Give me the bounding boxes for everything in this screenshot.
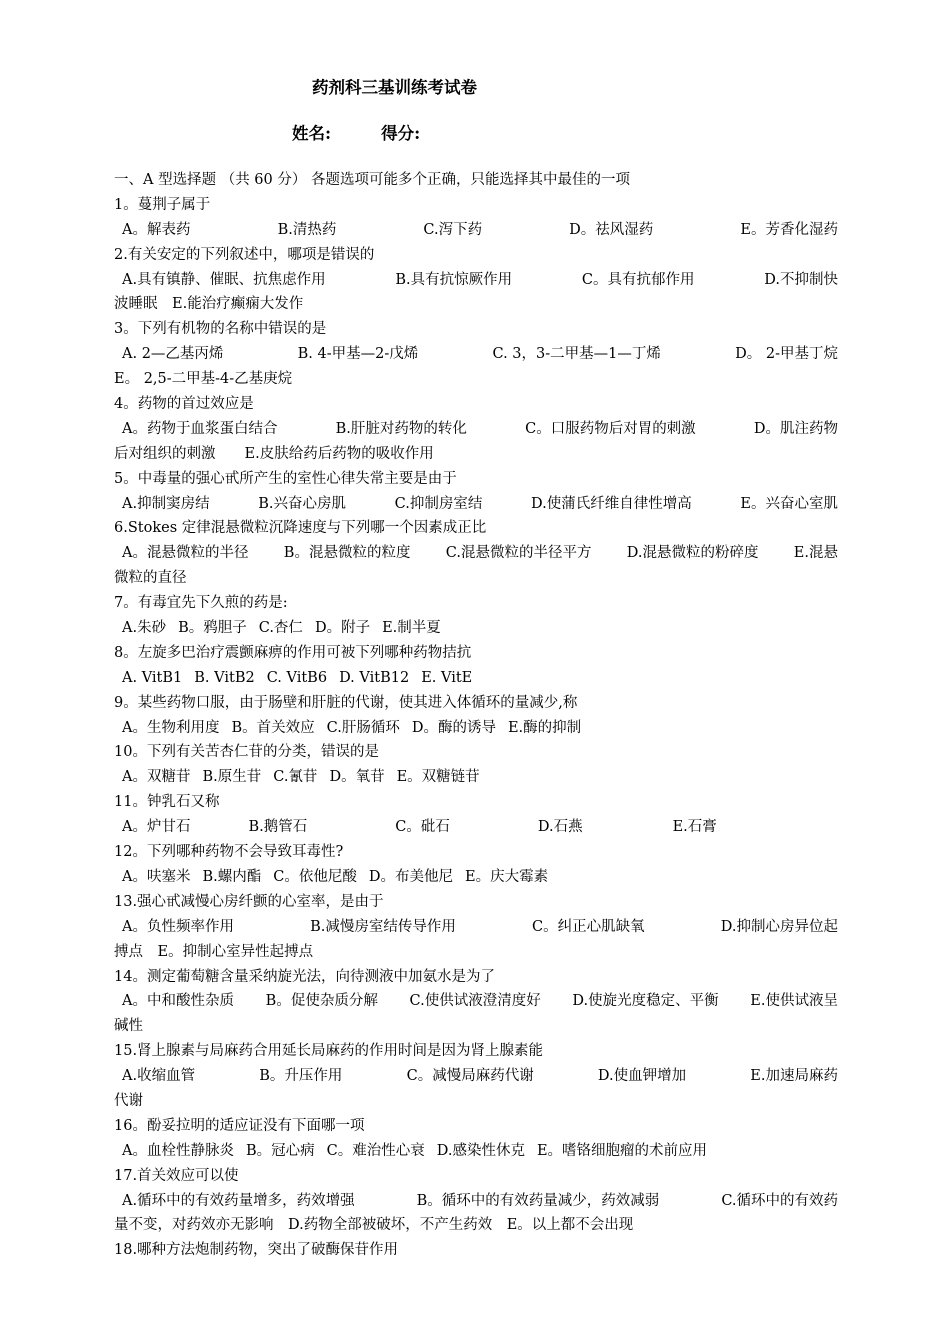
answer-option: B.原生苷 [202, 769, 262, 786]
option-continuation: 搏点 E。抑制心室异性起搏点 [114, 943, 314, 960]
answer-option: C.杏仁 [258, 620, 303, 637]
options-row [114, 1064, 838, 1089]
answer-option: C。砒石 [395, 819, 450, 836]
answer-option: E. VitE [421, 669, 473, 686]
answer-option: A.朱砂 [122, 620, 167, 637]
options-row [114, 541, 838, 566]
options-row [114, 616, 838, 641]
answer-option: D.混悬微粒的粉碎度 [626, 545, 759, 562]
answer-option: B. VitB2 [194, 669, 255, 686]
answer-option: C。难治性心衰 [326, 1142, 425, 1159]
answer-option: D.石燕 [537, 819, 583, 836]
answer-option: E.使供试液呈 [750, 993, 838, 1010]
question-stem: 12。下列哪种药物不会导致耳毒性? [114, 844, 344, 861]
question-stem: 13.强心甙减慢心房纤颤的心室率，是由于 [114, 893, 384, 910]
answer-option: B。促使杂质分解 [265, 993, 378, 1010]
answer-option: D。氧苷 [329, 769, 385, 786]
answer-option: D。布美他尼 [368, 868, 453, 885]
answer-option: B.减慢房室结传导作用 [310, 918, 456, 935]
answer-option: D.不抑制快 [764, 271, 838, 288]
options-row [114, 492, 838, 517]
question-stem: 9。某些药物口服，由于肠壁和肝脏的代谢，使其进入体循环的量减少,称 [114, 694, 578, 711]
answer-option: E。庆大霉素 [465, 868, 549, 885]
answer-option: A。血栓性静脉炎 [122, 1142, 234, 1159]
option-continuation: 微粒的直径 [114, 570, 187, 587]
answer-option: C.氰苷 [273, 769, 318, 786]
answer-option: B.清热药 [277, 221, 337, 238]
answer-option: A。负性频率作用 [122, 918, 234, 935]
options-row [114, 1189, 838, 1214]
answer-option: C。具有抗郁作用 [581, 271, 695, 288]
answer-option: C.混悬微粒的半径平方 [445, 545, 592, 562]
option-continuation: 后对组织的刺激 E.皮肤给药后药物的吸收作用 [114, 445, 434, 462]
options-row [114, 915, 838, 940]
question-stem: 10。下列有关苦杏仁苷的分类，错误的是 [114, 744, 379, 761]
answer-option: B.螺内酯 [202, 868, 262, 885]
answer-option: D.抑制心房异位起 [720, 918, 838, 935]
question-stem: 11。钟乳石又称 [114, 794, 220, 811]
answer-option: B。循环中的有效药量减少，药效减弱 [416, 1192, 660, 1209]
answer-option: C.抑制房室结 [394, 495, 483, 512]
options-row [114, 417, 838, 442]
options-row [114, 666, 838, 691]
answer-option: E.石膏 [672, 819, 717, 836]
question-stem: 17.首关效应可以使 [114, 1167, 239, 1184]
answer-option: D.使蒲氏纤维自律性增高 [531, 495, 692, 512]
question-stem: 2.有关安定的下列叙述中，哪项是错误的 [114, 246, 375, 263]
answer-option: B。混悬微粒的粒度 [283, 545, 411, 562]
answer-option: E。芳香化湿药 [740, 221, 838, 238]
answer-option: D。附子 [314, 620, 371, 637]
option-continuation: E。 2,5-二甲基-4-乙基庚烷 [114, 371, 293, 388]
question-stem: 1。蔓荆子属于 [114, 196, 211, 213]
options-row [114, 815, 838, 840]
answer-option: D。 2-甲基丁烷 [735, 346, 838, 363]
answer-option: E.混悬 [793, 545, 838, 562]
answer-option: A.收缩血管 [122, 1068, 196, 1085]
options-row [114, 765, 838, 790]
options-row [114, 989, 838, 1014]
answer-option: D。肌注药物 [753, 420, 838, 437]
name-label: 姓名: [292, 124, 332, 143]
answer-option: D。祛风湿药 [569, 221, 654, 238]
answer-option: A。炉甘石 [122, 819, 191, 836]
answer-option: B。升压作用 [259, 1068, 343, 1085]
question-stem: 14。测定葡萄糖含量采纳旋光法，向待测液中加氨水是为了 [114, 968, 495, 985]
answer-option: E。兴奋心室肌 [740, 495, 838, 512]
answer-option: E。嗜铬细胞瘤的术前应用 [536, 1142, 708, 1159]
answer-option: A.循环中的有效药量增多，药效增强 [122, 1192, 355, 1209]
answer-option: B.兴奋心房肌 [258, 495, 347, 512]
question-stem: 3。下列有机物的名称中错误的是 [114, 321, 327, 338]
answer-option: A。生物利用度 [122, 719, 220, 736]
answer-option: E.酶的抑制 [507, 719, 582, 736]
question-stem: 8。左旋多巴治疗震颤麻痹的作用可被下列哪种药物拮抗 [114, 644, 472, 661]
answer-option: A。呋塞米 [122, 868, 191, 885]
question-stem: 18.哪种方法炮制药物，突出了破酶保苷作用 [114, 1242, 399, 1259]
exam-title: 药剂科三基训练考试卷 [312, 78, 477, 97]
answer-option: A. VitB1 [122, 669, 183, 686]
score-label: 得分: [381, 124, 421, 143]
answer-option: D.使旋光度稳定、平衡 [572, 993, 719, 1010]
answer-option: A. 2—乙基丙烯 [122, 346, 224, 363]
answer-option: B。首关效应 [231, 719, 315, 736]
answer-option: A。双糖苷 [122, 769, 191, 786]
answer-option: A。混悬微粒的半径 [122, 545, 249, 562]
options-row [114, 716, 838, 741]
options-row [114, 1139, 838, 1164]
options-row [114, 218, 838, 243]
answer-option: C。减慢局麻药代谢 [406, 1068, 534, 1085]
option-continuation: 量不变，对药效亦无影响 D.药物全部被破坏，不产生药效 E。以上都不会出现 [114, 1217, 634, 1234]
answer-option: B.具有抗惊厥作用 [395, 271, 513, 288]
answer-option: C.泻下药 [423, 221, 483, 238]
answer-option: D.使血钾增加 [597, 1068, 687, 1085]
answer-option: C。依他尼酸 [273, 868, 357, 885]
answer-option: C. 3，3-二甲基—1—丁烯 [492, 346, 661, 363]
option-continuation: 代谢 [114, 1092, 143, 1109]
options-row [114, 865, 838, 890]
section-heading: 一、A 型选择题 （共 60 分） 各题选项可能多个正确，只能选择其中最佳的一项 [114, 172, 630, 188]
options-row [114, 268, 838, 293]
question-stem: 6.Stokes 定律混悬微粒沉降速度与下列哪一个因素成正比 [114, 520, 487, 537]
answer-option: D. VitB12 [339, 669, 410, 686]
question-stem: 5。中毒量的强心甙所产生的室性心律失常主要是由于 [114, 470, 457, 487]
answer-option: E.制半夏 [382, 620, 441, 637]
answer-option: B. 4-甲基—2-戊烯 [297, 346, 419, 363]
answer-option: E。双糖链苷 [396, 769, 480, 786]
exam-content [114, 168, 838, 1263]
answer-option: C.肝肠循环 [326, 719, 400, 736]
answer-option: D.感染性休克 [436, 1142, 525, 1159]
answer-option: A.具有镇静、催眠、抗焦虑作用 [122, 271, 326, 288]
option-continuation: 碱性 [114, 1018, 143, 1035]
answer-option: B.肝脏对药物的转化 [335, 420, 467, 437]
answer-option: C.循环中的有效药 [721, 1192, 838, 1209]
answer-option: E.加速局麻药 [750, 1068, 838, 1085]
answer-option: A。解表药 [122, 221, 191, 238]
question-stem: 4。药物的首过效应是 [114, 396, 254, 413]
answer-option: C. VitB6 [266, 669, 328, 686]
question-stem: 7。有毒宜先下久煎的药是: [114, 595, 288, 612]
answer-option: A。药物于血浆蛋白结合 [122, 420, 278, 437]
answer-option: C。纠正心肌缺氧 [532, 918, 645, 935]
question-stem: 16。酚妥拉明的适应证没有下面哪一项 [114, 1117, 365, 1134]
answer-option: B.鹅管石 [248, 819, 308, 836]
question-list [114, 193, 838, 1263]
answer-option: B。鸦胆子 [178, 620, 247, 637]
answer-option: C.使供试液澄清度好 [409, 993, 541, 1010]
answer-option: A.抑制窦房结 [122, 495, 210, 512]
answer-option: D。酶的诱导 [411, 719, 496, 736]
answer-option: C。口服药物后对胃的刺激 [525, 420, 696, 437]
answer-option: B。冠心病 [245, 1142, 315, 1159]
question-stem: 15.肾上腺素与局麻药合用延长局麻药的作用时间是因为肾上腺素能 [114, 1043, 544, 1060]
option-continuation: 波睡眠 E.能治疗癫痫大发作 [114, 296, 304, 313]
answer-option: A。中和酸性杂质 [122, 993, 234, 1010]
options-row [114, 342, 838, 367]
name-score-line [292, 120, 420, 148]
